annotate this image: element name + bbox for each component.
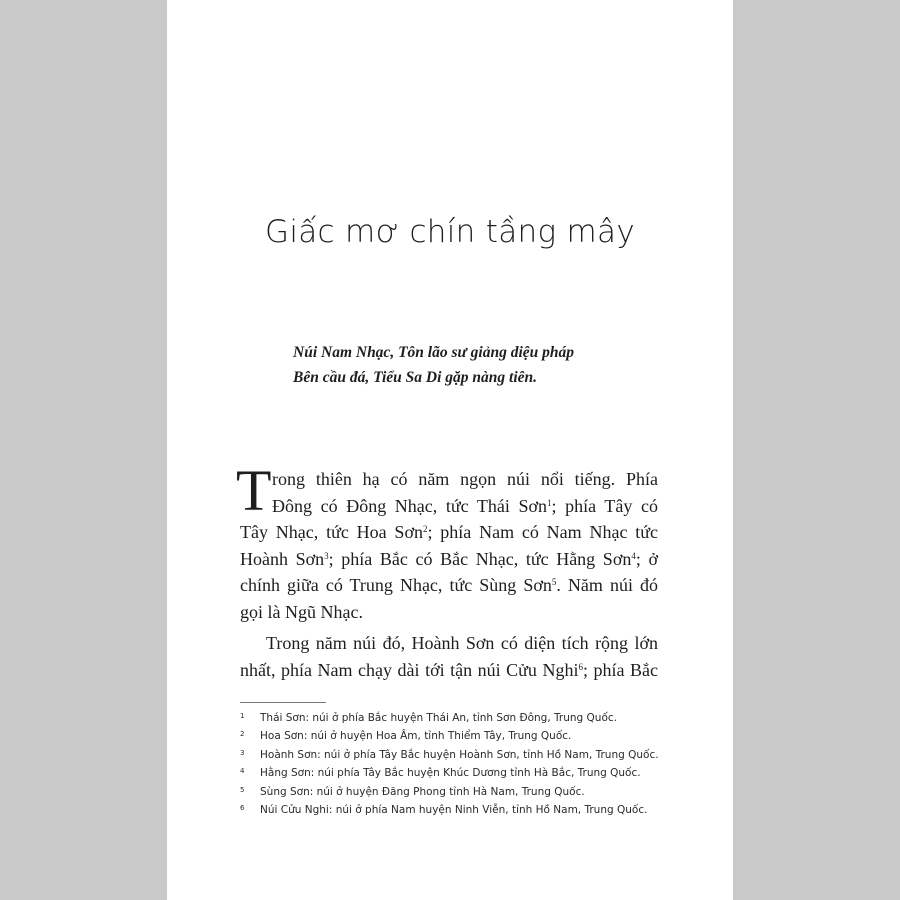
footnote-ref: 1 <box>547 497 552 508</box>
footnote-text: Sùng Sơn: núi ở huyện Đăng Phong tỉnh Hà Nam, Trung Quốc. <box>260 785 585 798</box>
footnote-number: 6 <box>240 804 245 813</box>
footnote-ref: 5 <box>551 577 557 587</box>
footnote <box>240 727 680 745</box>
paragraph-line: gọi là Ngũ Nhạc. <box>240 601 363 622</box>
footnotes <box>240 709 680 819</box>
epigraph <box>293 340 653 390</box>
epigraph-line: Núi Nam Nhạc, Tôn lão sư giảng diệu pháp <box>293 344 575 361</box>
paragraph-line: chính giữa có Trung Nhạc, tức Sùng Sơn$^5$. Năm núi đó <box>240 575 658 595</box>
body-text <box>236 458 659 683</box>
footnote-number: 2 <box>240 730 245 739</box>
book-page <box>167 0 733 900</box>
paragraph-line: nhất, phía Nam chạy dài tới tận núi Cửu Nghi$^6$; phía Bắc <box>240 659 658 680</box>
paragraph-line: rong thiên hạ có năm ngọn núi nổi tiếng. Phía <box>272 469 658 489</box>
paragraph-line: Tây Nhạc, tức Hoa Sơn$^2$; phía Nam có Nam Nhạc tức <box>240 522 658 542</box>
footnote <box>240 801 680 819</box>
footnote-ref: 4 <box>631 550 636 561</box>
paragraph-line: Đông có Đông Nhạc, tức Thái Sơn$^1$; phía Tây có <box>272 495 659 516</box>
footnote-text: Hoành Sơn: núi ở phía Tây Bắc huyện Hoành Sơn, tỉnh Hồ Nam, Trung Quốc. <box>260 748 659 761</box>
chapter-title: Giấc mơ chín tầng mây <box>265 214 635 250</box>
epigraph-line: Bên cầu đá, Tiểu Sa Di gặp nàng tiên. <box>293 369 538 386</box>
footnote <box>240 746 680 764</box>
footnote <box>240 709 680 727</box>
footnote-number: 3 <box>240 748 245 757</box>
paragraph-line: Trong năm núi đó, Hoành Sơn có diện tích rộng lớn <box>266 633 658 653</box>
footnote <box>240 783 680 801</box>
footnote-text: Hoa Sơn: núi ở huyện Hoa Âm, tỉnh Thiểm Tây, Trung Quốc. <box>260 730 572 743</box>
footnote-text: Hằng Sơn: núi phía Tây Bắc huyện Khúc Dương tỉnh Hà Bắc, Trung Quốc. <box>260 767 641 780</box>
footnote-text: Thái Sơn: núi ở phía Bắc huyện Thái An, tỉnh Sơn Đông, Trung Quốc. <box>260 712 617 724</box>
footnote <box>240 764 680 782</box>
footnote-number: 1 <box>240 712 245 720</box>
footnote-ref: 6 <box>578 661 583 672</box>
footnote-number: 5 <box>240 785 245 794</box>
footnote-ref: 2 <box>422 524 428 534</box>
footnote-text: Núi Cửu Nghi: núi ở phía Nam huyện Ninh Viễn, tỉnh Hồ Nam, Trung Quốc. <box>260 804 648 817</box>
footnote-number: 4 <box>240 767 245 776</box>
drop-cap: T <box>236 458 272 523</box>
footnote-divider <box>240 702 326 703</box>
paragraph-line: Hoành Sơn$^3$; phía Bắc có Bắc Nhạc, tức Hằng Sơn$^4$; ở <box>240 548 658 569</box>
footnote-ref: 3 <box>324 550 329 561</box>
